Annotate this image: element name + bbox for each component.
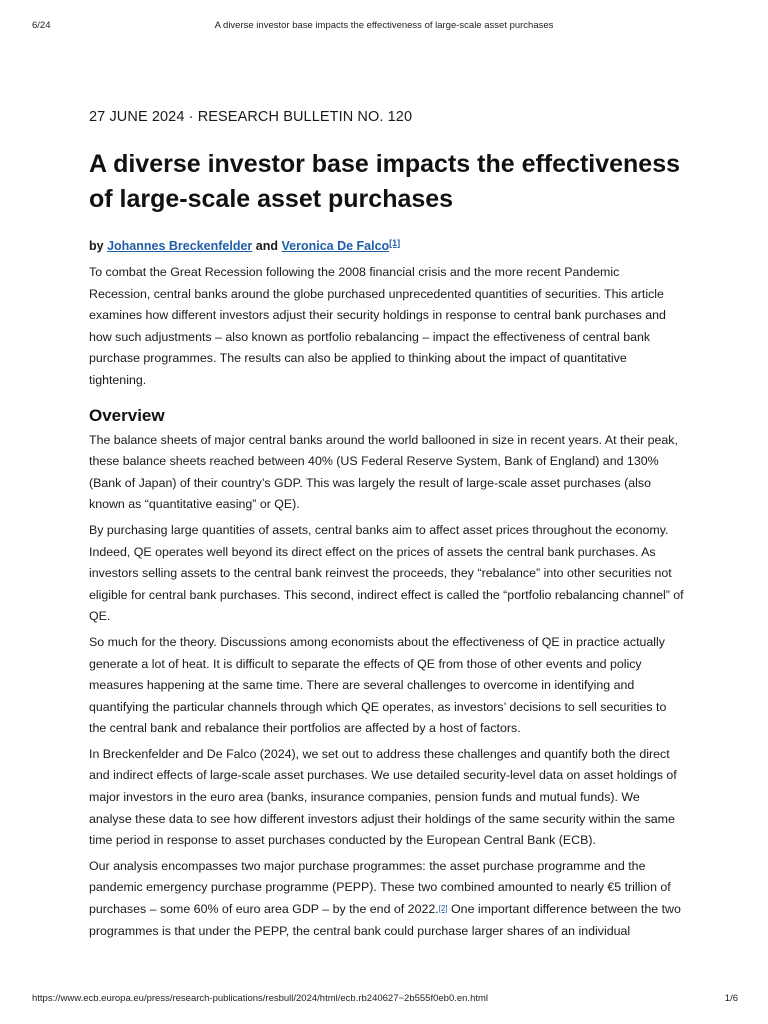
footnote-2-sup: [439, 904, 448, 913]
footnote-1-sup: [389, 238, 400, 248]
paragraph-4: In Breckenfelder and De Falco (2024), we set out to address these challenges and quantify both the direct and indirect effects of large-scale asset purchases. We use detailed security-level data on asset holdings of major investors in the euro area (banks, insurance companies, pension funds and mutual funds). We analyse these data to see how different investors adjust their holdings of the same security within the same time period in response to asset purchases conducted by the European Central Bank (ECB).: [89, 746, 677, 848]
paragraph-5: [89, 856, 684, 942]
paragraph-3: So much for the theory. Discussions among economists about the effectiveness of QE in practice actually generate a lot of heat. It is difficult to separate the effects of QE from those of other events and policy measures happening at the same time. There are several challenges to overcome in identifying and quantifying the particular channels through which QE operates, as investors’ decisions to sell securities to the central bank and rebalance their portfolios are affected by a host of factors.: [89, 634, 667, 736]
print-url: https://www.ecb.europa.eu/press/research-publications/resbull/2024/html/ecb.rb240627~2b555f0eb0.en.html: [32, 993, 489, 1004]
section-heading-overview: Overview: [89, 405, 165, 425]
print-doc-title: A diverse investor base impacts the effectiveness of large-scale asset purchases: [214, 20, 554, 31]
paragraph-5-text: Our analysis encompasses two major purchase programmes: the asset purchase programme and the pandemic emergency purchase programme (PEPP). These two combined amounted to nearly €5 trillion of purchases – some 60% of euro area GDP – by the end of 2022.: [89, 858, 671, 917]
print-page-count: 1/6: [724, 993, 738, 1004]
paragraph-2: By purchasing large quantities of assets, central banks aim to affect asset prices throughout the economy. Indeed, QE operates well beyond its direct effect on the prices of assets the central bank purchases. As investors selling assets to the central bank reinvest the proceeds, they “rebalance” into other securities not eligible for central bank purchases. This second, indirect effect is called the “portfolio rebalancing channel” of QE.: [89, 522, 684, 624]
print-date: 6/24: [32, 20, 51, 31]
footnote-2-link[interactable]: [2]: [438, 904, 448, 914]
footnote-1-link[interactable]: [1]: [389, 238, 401, 248]
print-header: [0, 20, 768, 34]
byline-conjunction: and: [255, 239, 278, 253]
article: [89, 107, 684, 946]
article-meta: 27 JUNE 2024 · RESEARCH BULLETIN NO. 120: [89, 109, 413, 125]
byline-prefix: by: [89, 239, 104, 253]
paragraph-1: The balance sheets of major central banks around the world ballooned in size in recent years. At their peak, these balance sheets reached between 40% (US Federal Reserve System, Bank of England) and 130% (Bank of Japan) of their country’s GDP. This was largely the result of large-scale asset purchases (also known as “quantitative easing” or QE).: [89, 432, 678, 512]
byline: [89, 237, 684, 255]
paragraph-5-continued: One important difference between the two programmes is that under the PEPP, the central bank could purchase larger shares of an individual: [89, 902, 681, 938]
article-title: A diverse investor base impacts the effectiveness of large-scale asset purchases: [89, 150, 681, 213]
intro-paragraph: To combat the Great Recession following the 2008 financial crisis and the more recent Pandemic Recession, central banks around the globe purchased unprecedented quantities of securities. This article examines how different investors adjust their security holdings in response to central bank purchases and how such adjustments – also known as portfolio rebalancing – impact the effectiveness of central bank purchase programmes. The results can also be applied to thinking about the impact of quantitative tightening.: [89, 265, 666, 387]
author-link-breckenfelder[interactable]: Johannes Breckenfelder: [107, 239, 253, 253]
author-link-de-falco[interactable]: Veronica De Falco: [281, 239, 390, 253]
